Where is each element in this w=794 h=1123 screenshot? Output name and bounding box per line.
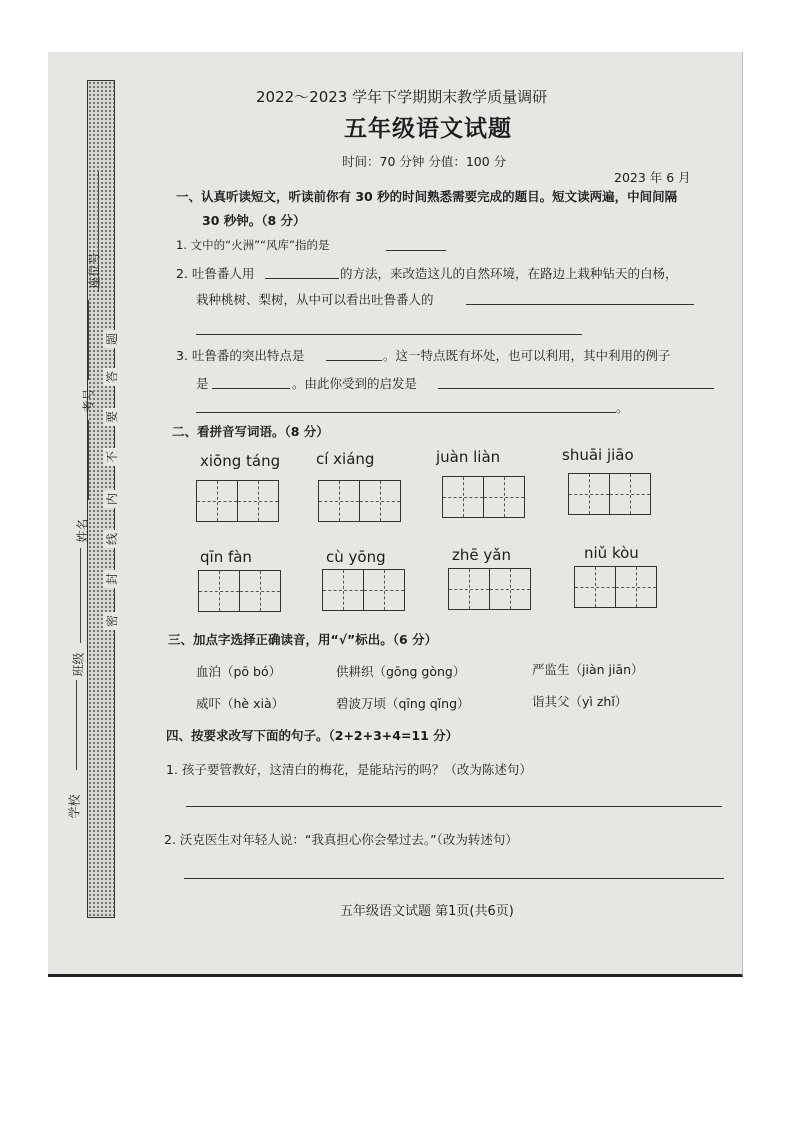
- s1-q2-blank1[interactable]: [265, 278, 339, 279]
- pronunciation-item[interactable]: 严监生（jiàn jiān）: [532, 662, 644, 677]
- class-label: 班级: [71, 652, 86, 677]
- seal-char: 密: [103, 612, 121, 630]
- pinyin-label: cí xiáng: [316, 450, 375, 468]
- seat-label: 座位号: [87, 252, 102, 289]
- writing-grid[interactable]: [448, 568, 531, 610]
- seal-char: 要: [103, 408, 121, 426]
- s1-q3-c: 是: [196, 376, 209, 391]
- s1-q3-blank3[interactable]: [438, 388, 714, 389]
- exam-no-line: [88, 300, 89, 380]
- exam-no-label: 考号: [81, 388, 96, 413]
- exam-date: 2023 年 6 月: [614, 170, 691, 185]
- exam-meta: 时间：70 分钟 分值：100 分: [342, 154, 507, 169]
- seal-char: 封: [103, 570, 121, 588]
- section1-heading-cont: 30 秒钟。（8 分）: [202, 213, 306, 228]
- s1-q3-blank2[interactable]: [212, 388, 290, 389]
- s1-q3-d: 。由此你受到的启发是: [292, 376, 418, 391]
- s4-q1: 1. 孩子要管教好，这清白的梅花，是能玷污的吗？（改为陈述句）: [166, 762, 532, 777]
- school-label: 学校: [67, 794, 82, 819]
- pronunciation-item[interactable]: 诣其父（yì zhǐ）: [532, 694, 628, 709]
- pinyin-label: niǔ kòu: [584, 544, 639, 562]
- s1-q1: 1. 文中的“火洲”“风库”指的是: [176, 238, 330, 252]
- pronunciation-item[interactable]: 威吓（hè xià）: [196, 696, 285, 711]
- s1-q2-blank2[interactable]: [466, 304, 694, 305]
- pinyin-label: shuāi jiāo: [562, 446, 634, 464]
- writing-grid[interactable]: [568, 473, 651, 515]
- class-line: [80, 548, 81, 643]
- name-label: 姓名: [75, 518, 90, 543]
- school-line: [76, 680, 77, 770]
- name-line: [88, 420, 89, 500]
- s4-q2: 2. 沃克医生对年轻人说：“我真担心你会晕过去。”（改为转述句）: [164, 832, 518, 847]
- writing-grid[interactable]: [442, 476, 525, 518]
- section3-heading: 三、加点字选择正确读音，用“√”标出。（6 分）: [168, 632, 438, 647]
- seal-char: 内: [103, 490, 121, 508]
- s1-q1-blank[interactable]: [386, 250, 446, 251]
- s1-q2-blank3[interactable]: [196, 334, 582, 335]
- pinyin-label: cù yōng: [326, 548, 386, 566]
- writing-grid[interactable]: [198, 570, 281, 612]
- s1-q2-a: 2. 吐鲁番人用: [176, 266, 255, 281]
- pronunciation-item[interactable]: 碧波万顷（qīng qǐng）: [336, 696, 470, 711]
- writing-grid[interactable]: [322, 569, 405, 611]
- s4-q2-answer-line[interactable]: [184, 878, 724, 879]
- s4-q1-answer-line[interactable]: [186, 806, 722, 807]
- seal-char: 答: [103, 368, 121, 386]
- s1-q2-b: 的方法，来改造这儿的自然环境，在路边上栽种钻天的白杨，: [340, 266, 678, 281]
- pinyin-label: qīn fàn: [200, 548, 252, 566]
- section2-heading: 二、看拼音写词语。（8 分）: [172, 424, 329, 439]
- pinyin-label: zhē yǎn: [452, 546, 511, 564]
- writing-grid[interactable]: [196, 480, 279, 522]
- s1-q3-blank1[interactable]: [326, 360, 382, 361]
- pronunciation-item[interactable]: 血泊（pō bó）: [196, 664, 282, 679]
- s1-q3-a: 3. 吐鲁番的突出特点是: [176, 348, 305, 363]
- pronunciation-item[interactable]: 供耕织（gōng gòng）: [336, 664, 466, 679]
- writing-grid[interactable]: [574, 566, 657, 608]
- seal-char: 线: [103, 530, 121, 548]
- s1-q3-b: 。这一特点既有坏处，也可以利用，其中利用的例子: [383, 348, 671, 363]
- subject-title: 五年级语文试题: [344, 116, 512, 142]
- exam-title: 2022～2023 学年下学期期末教学质量调研: [256, 88, 548, 106]
- s1-q3-end: 。: [616, 400, 629, 415]
- pinyin-label: juàn liàn: [436, 448, 501, 466]
- page-footer: 五年级语文试题 第1页(共6页): [340, 904, 514, 919]
- pinyin-label: xiōng táng: [200, 452, 281, 470]
- seal-char: 不: [103, 448, 121, 466]
- section4-heading: 四、按要求改写下面的句子。（2+2+3+4=11 分）: [166, 728, 459, 743]
- s1-q3-blank4[interactable]: [196, 412, 616, 413]
- s1-q2-c: 栽种桃树、梨树，从中可以看出吐鲁番人的: [196, 292, 434, 307]
- section1-heading: 一、认真听读短文，听读前你有 30 秒的时间熟悉需要完成的题目。短文读两遍，中间间隔: [176, 189, 678, 204]
- writing-grid[interactable]: [318, 480, 401, 522]
- seal-char: 题: [103, 330, 121, 348]
